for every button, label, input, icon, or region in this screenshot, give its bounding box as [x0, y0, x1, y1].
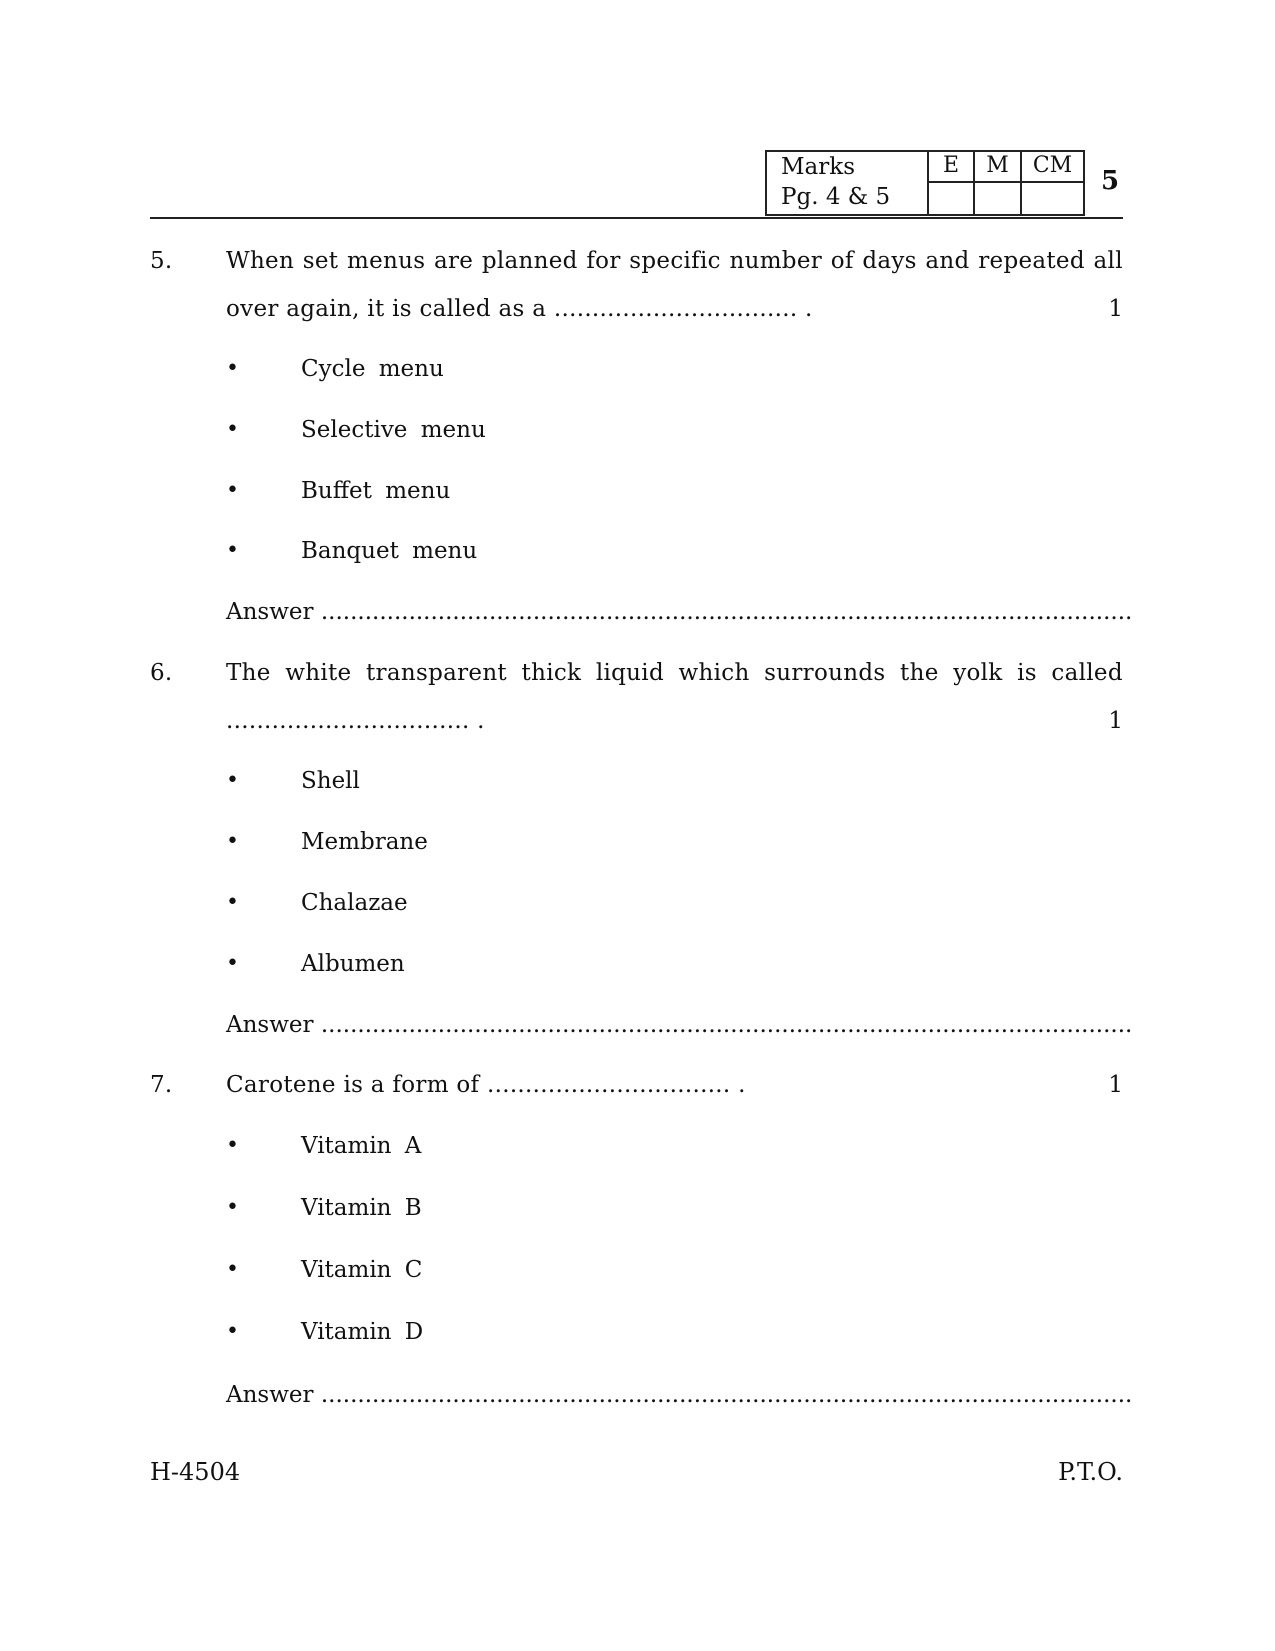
- marks-column-cm: [1020, 152, 1083, 214]
- question-marks: 1: [1108, 296, 1123, 322]
- question-word: for: [586, 248, 621, 274]
- bullet-icon: •: [226, 1133, 239, 1158]
- option-item: Vitamin C: [301, 1257, 423, 1283]
- option-item: Banquet menu: [301, 538, 478, 564]
- question-word: yolk: [953, 660, 1003, 686]
- question-word: repeated: [978, 248, 1085, 274]
- question-word: thick: [521, 660, 582, 686]
- bullet-icon: •: [226, 951, 239, 976]
- bullet-icon: •: [226, 478, 239, 503]
- answer-line[interactable]: Answer ...............................................................................................................: [226, 599, 1133, 625]
- marks-column-m: [973, 152, 1020, 214]
- question-word: and: [925, 248, 970, 274]
- question-word: all: [1093, 248, 1123, 274]
- question-word: transparent: [366, 660, 507, 686]
- question-word: The: [226, 660, 271, 686]
- option-item: Cycle menu: [301, 356, 444, 382]
- answer-line[interactable]: Answer ...............................................................................................................: [226, 1012, 1133, 1038]
- question-word: menus: [346, 248, 426, 274]
- question-word: surrounds: [764, 660, 886, 686]
- bullet-icon: •: [226, 356, 239, 381]
- option-item: Vitamin B: [301, 1195, 422, 1221]
- question-word: number: [729, 248, 823, 274]
- question-word: liquid: [595, 660, 664, 686]
- option-item: Shell: [301, 768, 360, 794]
- option-item: Vitamin D: [301, 1319, 424, 1345]
- bullet-icon: •: [226, 1195, 239, 1220]
- question-word: of: [830, 248, 854, 274]
- question-text-line2: over again, it is called as a ................................ .: [226, 296, 813, 322]
- question-text-line2: ................................ .: [226, 708, 485, 734]
- question-word: When: [226, 248, 295, 274]
- question-text-line1: [226, 248, 1123, 274]
- question-number: 7.: [150, 1072, 173, 1098]
- question-number: 6.: [150, 660, 173, 686]
- question-word: white: [285, 660, 352, 686]
- question-word: planned: [481, 248, 578, 274]
- question-text-line1: Carotene is a form of ................................ .: [226, 1072, 746, 1098]
- marks-table: [765, 150, 1085, 216]
- question-number: 5.: [150, 248, 173, 274]
- bullet-icon: •: [226, 768, 239, 793]
- column-header-e: E: [929, 152, 973, 183]
- bullet-icon: •: [226, 538, 239, 563]
- option-item: Buffet menu: [301, 478, 451, 504]
- question-marks: 1: [1108, 708, 1123, 734]
- option-item: Chalazae: [301, 890, 408, 916]
- question-word: called: [1051, 660, 1123, 686]
- option-item: Membrane: [301, 829, 428, 855]
- question-marks: 1: [1108, 1072, 1123, 1098]
- question-text-line1: [226, 660, 1123, 686]
- question-word: which: [678, 660, 750, 686]
- paper-code: H-4504: [150, 1458, 241, 1486]
- marks-column-e: [927, 152, 973, 214]
- question-word: specific: [629, 248, 721, 274]
- question-word: days: [862, 248, 917, 274]
- marks-label: Marks: [781, 154, 855, 180]
- question-word: the: [900, 660, 939, 686]
- option-item: Vitamin A: [301, 1133, 422, 1159]
- option-item: Albumen: [301, 951, 405, 977]
- bullet-icon: •: [226, 1257, 239, 1282]
- question-word: set: [302, 248, 339, 274]
- bullet-icon: •: [226, 417, 239, 442]
- option-item: Selective menu: [301, 417, 486, 443]
- page-number: 5: [1101, 166, 1120, 196]
- question-word: is: [1017, 660, 1037, 686]
- column-header-m: M: [975, 152, 1020, 183]
- question-word: are: [433, 248, 474, 274]
- answer-line[interactable]: Answer ...............................................................................................................: [226, 1382, 1133, 1408]
- bullet-icon: •: [226, 1319, 239, 1344]
- pto-label: P.T.O.: [1058, 1458, 1123, 1486]
- bullet-icon: •: [226, 890, 239, 915]
- bullet-icon: •: [226, 829, 239, 854]
- pages-label: Pg. 4 & 5: [781, 184, 891, 210]
- column-header-cm: CM: [1022, 152, 1083, 183]
- header-divider: [150, 217, 1123, 219]
